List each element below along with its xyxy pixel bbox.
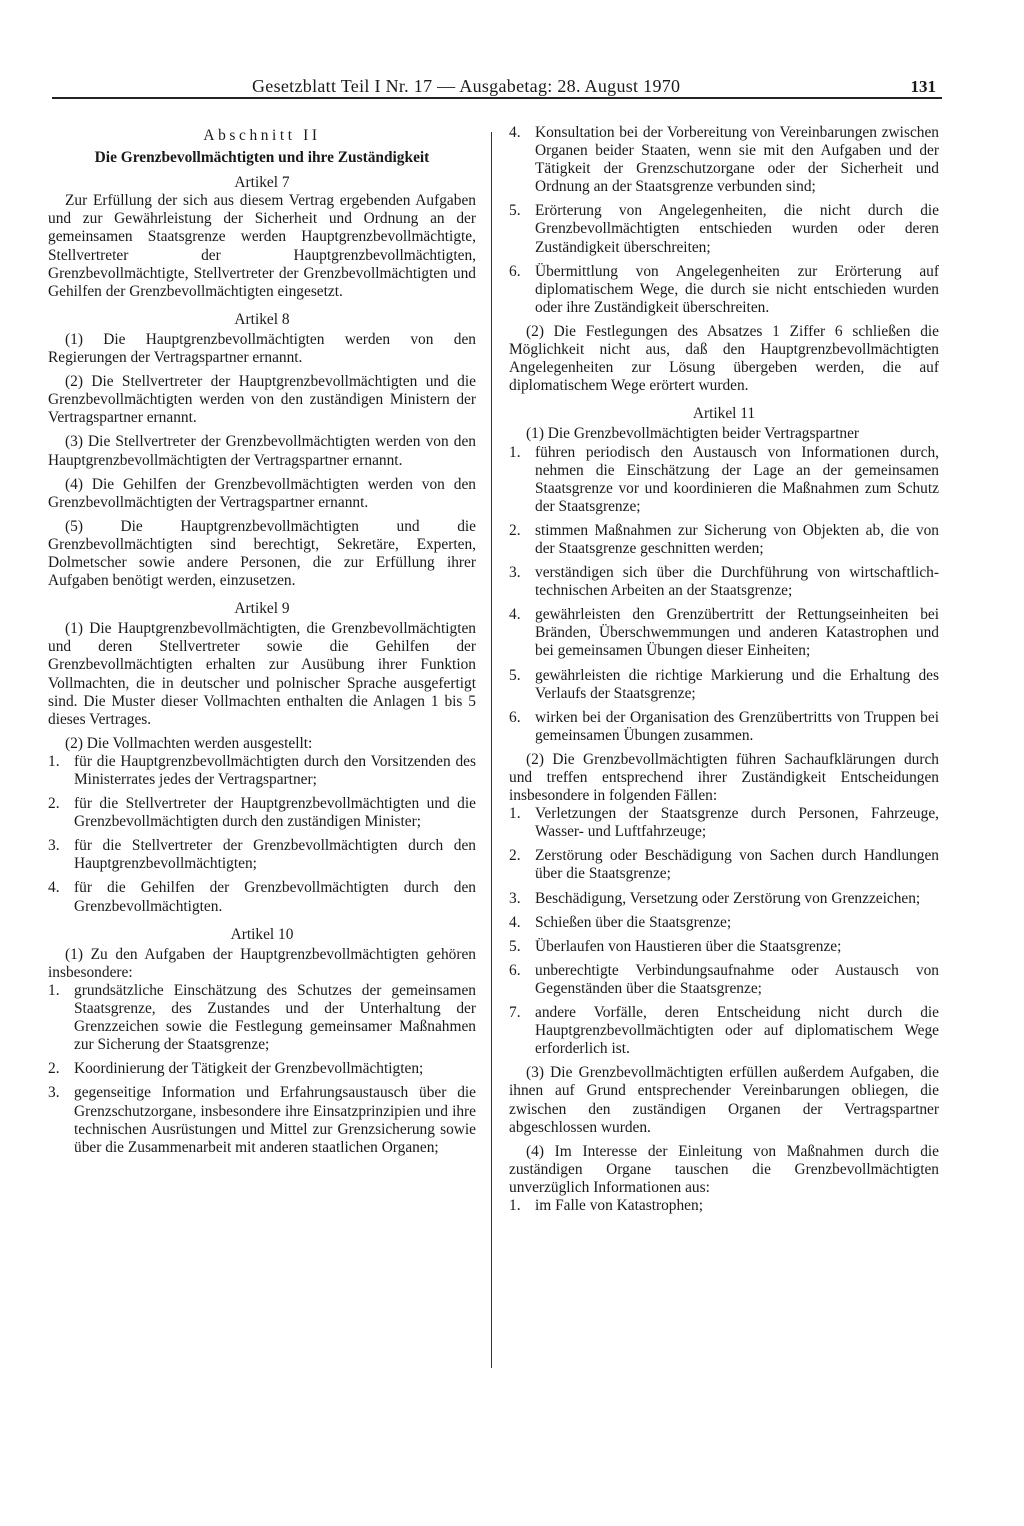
list-text: für die Stellvertreter der Grenzbevollmächtigten durch den Hauptgrenzbevollmächtigten; <box>74 837 476 873</box>
list-text: Schießen über die Staatsgrenze; <box>535 913 732 931</box>
list-number: 6. <box>509 708 521 726</box>
list-item <box>509 1197 939 1215</box>
list-text: Überlaufen von Haustieren über die Staatsgrenze; <box>535 937 842 955</box>
list-text: unberechtigte Verbindungsaufnahme oder Austausch von Gegenständen über die Staatsgrenze; <box>535 961 939 997</box>
list-number: 1. <box>48 981 60 999</box>
article-8-title: Artikel 8 <box>234 310 290 328</box>
list-text: im Falle von Katastrophen; <box>535 1196 703 1214</box>
list-item <box>48 982 476 1054</box>
list-item <box>509 709 939 745</box>
list-number: 2. <box>48 795 60 813</box>
list-item <box>509 263 939 317</box>
list-text: verständigen sich über die Durchführung von wirtschaftlich-technischen Arbeiten an der Staatsgrenze; <box>535 564 939 600</box>
list-number: 4. <box>509 124 521 141</box>
list-text: Erörterung von Angelegenheiten, die nicht durch die Grenzbevollmächtigten entschieden wurden oder deren Zuständigkeit überschreiten; <box>535 202 939 256</box>
list-item <box>509 564 939 600</box>
page-number: 131 <box>910 77 936 96</box>
list-number: 5. <box>509 937 521 955</box>
article-8-para-5: (5) Die Hauptgrenzbevollmächtigten und die Grenzbevollmächtigten sind berechtigt, Sekretäre, Experten, Dolmetscher sowie andere Personen, die zur Erfüllung ihrer Aufgaben benötigt werden, einzusetzen. <box>48 517 476 590</box>
list-text: führen periodisch den Austausch von Informationen durch, nehmen die Einschätzung der Lage an der gemeinsamen Staatsgrenze vor und koordinieren die Maßnahmen zum Schutz der Staatsgrenze; <box>535 443 939 515</box>
list-text: Zerstörung oder Beschädigung von Sachen durch Handlungen über die Staatsgrenze; <box>535 847 939 883</box>
list-item <box>509 890 939 908</box>
list-number: 5. <box>509 202 521 220</box>
article-7-title: Artikel 7 <box>234 174 290 192</box>
list-text: andere Vorfälle, deren Entscheidung nicht durch die Hauptgrenzbevollmächtigten oder auf diplomatischem Wege erforderlich ist. <box>535 1004 939 1058</box>
list-item <box>509 444 939 516</box>
list-text: wirken bei der Organisation des Grenzübertritts von Truppen bei gemeinsamen Übungen zusammen. <box>535 708 939 744</box>
list-item <box>48 1060 476 1078</box>
article-8-para-2: (2) Die Stellvertreter der Hauptgrenzbevollmächtigten und die Grenzbevollmächtigten werden von den zuständigen Ministern der Vertragspartner ernannt. <box>48 373 476 427</box>
article-10-para-2: (2) Die Festlegungen des Absatzes 1 Ziffer 6 schließen die Möglichkeit nicht aus, daß den Hauptgrenzbevollmächtigten Angelegenheiten zur Lösung übergeben werden, die auf diplomatischem Wege erörtert wurden. <box>509 322 939 395</box>
list-text: für die Hauptgrenzbevollmächtigten durch den Vorsitzenden des Ministerrates jedes der Vertragspartner; <box>74 752 476 788</box>
list-number: 6. <box>509 262 521 280</box>
list-item <box>509 124 939 196</box>
article-9-para-2: (2) Die Vollmachten werden ausgestellt: <box>65 734 313 752</box>
list-number: 3. <box>48 1084 60 1102</box>
list-number: 5. <box>509 666 521 684</box>
list-text: grundsätzliche Einschätzung des Schutzes der gemeinsamen Staatsgrenze, des Zustandes und der Unterhaltung der Grenzzeichen sowie die Festlegung gemeinsamer Maßnahmen zur Sicherung der Staatsgrenze; <box>74 981 476 1054</box>
list-text: Verletzungen der Staatsgrenze durch Personen, Fahrzeuge, Wasser- und Luftfahrzeuge; <box>535 805 939 841</box>
section-heading: Abschnitt II <box>203 127 321 144</box>
list-number: 1. <box>48 752 60 770</box>
list-text: stimmen Maßnahmen zur Sicherung von Objekten ab, die von der Staatsgrenze geschnitten werden; <box>535 521 939 557</box>
list-text: Koordinierung der Tätigkeit der Grenzbevollmächtigten; <box>74 1060 424 1078</box>
article-11-para-4: (4) Im Interesse der Einleitung von Maßnahmen durch die zuständigen Organe tauschen die Grenzbevollmächtigten unverzüglich Informationen aus: <box>509 1142 939 1196</box>
section-subtitle: Die Grenzbevollmächtigten und ihre Zuständigkeit <box>94 149 430 167</box>
article-10-title: Artikel 10 <box>230 925 294 943</box>
article-8-para-3: (3) Die Stellvertreter der Grenzbevollmächtigten werden von den Hauptgrenzbevollmächtigten der Vertragspartner ernannt. <box>48 433 476 469</box>
article-10-para-1: (1) Zu den Aufgaben der Hauptgrenzbevollmächtigten gehören insbesondere: <box>48 945 476 981</box>
list-number: 6. <box>509 961 521 979</box>
list-number: 7. <box>509 1004 521 1022</box>
header-rule <box>52 97 942 99</box>
list-text: für die Gehilfen der Grenzbevollmächtigten durch den Grenzbevollmächtigten. <box>74 879 476 915</box>
list-item <box>509 805 939 841</box>
list-text: für die Stellvertreter der Hauptgrenzbevollmächtigten und die Grenzbevollmächtigten durch den zuständigen Minister; <box>74 795 476 831</box>
list-item <box>509 202 939 256</box>
list-number: 4. <box>509 606 521 624</box>
article-8-para-4: (4) Die Gehilfen der Grenzbevollmächtigten werden von den Grenzbevollmächtigten der Vertragspartner ernannt. <box>48 475 476 511</box>
list-number: 2. <box>509 521 521 539</box>
list-number: 3. <box>509 889 521 907</box>
list-number: 2. <box>48 1060 60 1078</box>
page-header <box>52 76 942 98</box>
article-8-para-1: (1) Die Hauptgrenzbevollmächtigten werden von den Regierungen der Vertragspartner ernannt. <box>48 330 476 367</box>
list-text: gewährleisten den Grenzübertritt der Rettungseinheiten bei Bränden, Überschwemmungen und anderen Katastrophen und bei gemeinsamen Übungen dieser Einheiten; <box>535 606 939 660</box>
list-text: gewährleisten die richtige Markierung und die Erhaltung des Verlaufs der Staatsgrenze; <box>535 666 939 702</box>
list-item <box>509 522 939 558</box>
article-11-title: Artikel 11 <box>692 405 756 423</box>
list-number: 4. <box>48 879 60 897</box>
list-number: 3. <box>48 837 60 855</box>
article-9-para-1: (1) Die Hauptgrenzbevollmächtigten, die Grenzbevollmächtigten und deren Stellvertreter sowie die Gehilfen der Grenzbevollmächtigten erhalten zur Ausübung ihrer Funktion Vollmachten, die in deutscher und polnischer Sprache ausgefertigt sind. Die Muster dieser Vollmachten enthalten die Anlagen 1 bis 5 dieses Vertrages. <box>48 620 476 728</box>
list-text: Übermittlung von Angelegenheiten zur Erörterung auf diplomatischem Wege, die durch sie nicht entschieden wurden oder ihre Zuständigkeit überschreiten. <box>535 262 939 316</box>
list-item <box>509 914 939 932</box>
article-9-title: Artikel 9 <box>234 600 290 618</box>
list-item <box>509 1004 939 1058</box>
list-number: 1. <box>509 1196 521 1214</box>
list-item <box>48 753 476 789</box>
list-item <box>48 1084 476 1156</box>
list-text: Konsultation bei der Vorbereitung von Vereinbarungen zwischen Organen beider Staaten, wenn sie mit den Aufgaben und der Tätigkeit der Grenzschutzorgane oder der Sicherheit und Ordnung an der Staatsgrenze verbunden sind; <box>535 124 939 196</box>
article-7-text: Zur Erfüllung der sich aus diesem Vertrag ergebenden Aufgaben und zur Gewährleistung der Sicherheit und Ordnung an der gemeinsamen Staatsgrenze werden Hauptgrenzbevollmächtigte, Stellvertreter der Hauptgrenzbevollmächtigten, Grenzbevollmächtigte, Stellvertreter der Grenzbevollmächtigten und Gehilfen der Grenzbevollmächtigten eingesetzt. <box>48 192 476 300</box>
article-11-para-3: (3) Die Grenzbevollmächtigten erfüllen außerdem Aufgaben, die ihnen auf Grund entsprechender Vereinbarungen obliegen, die zwischen den zuständigen Organen der Vertragspartner abgeschlossen wurden. <box>509 1064 939 1136</box>
list-item <box>48 879 476 915</box>
list-number: 2. <box>509 847 521 865</box>
running-header-title: Gesetzblatt Teil I Nr. 17 — Ausgabetag: 28. August 1970 <box>252 76 681 96</box>
right-column <box>509 124 939 1215</box>
list-text: gegenseitige Information und Erfahrungsaustausch über die Grenzschutzorgane, insbesondere ihre Einsatzprinzipien und ihre technischen Ausrüstungen und Mittel zur Grenzsicherung sowie über die Zusammenarbeit mit anderen staatlichen Organen; <box>74 1084 476 1156</box>
list-item <box>509 962 939 998</box>
article-11-para-1: (1) Die Grenzbevollmächtigten beider Vertragspartner <box>526 425 860 443</box>
list-number: 4. <box>509 913 521 931</box>
list-number: 1. <box>509 443 521 461</box>
list-item <box>48 795 476 831</box>
list-text: Beschädigung, Versetzung oder Zerstörung von Grenzzeichen; <box>535 889 921 907</box>
article-11-para-2: (2) Die Grenzbevollmächtigten führen Sachaufklärungen durch und treffen entsprechend ihrer Zuständigkeit Entscheidungen insbesondere in folgenden Fällen: <box>509 750 939 805</box>
list-item <box>509 938 939 956</box>
list-item <box>509 667 939 703</box>
list-number: 3. <box>509 564 521 582</box>
column-divider <box>491 132 492 1368</box>
left-column <box>48 124 476 1157</box>
list-item <box>509 606 939 660</box>
list-number: 1. <box>509 805 521 823</box>
list-item <box>509 847 939 883</box>
list-item <box>48 837 476 873</box>
